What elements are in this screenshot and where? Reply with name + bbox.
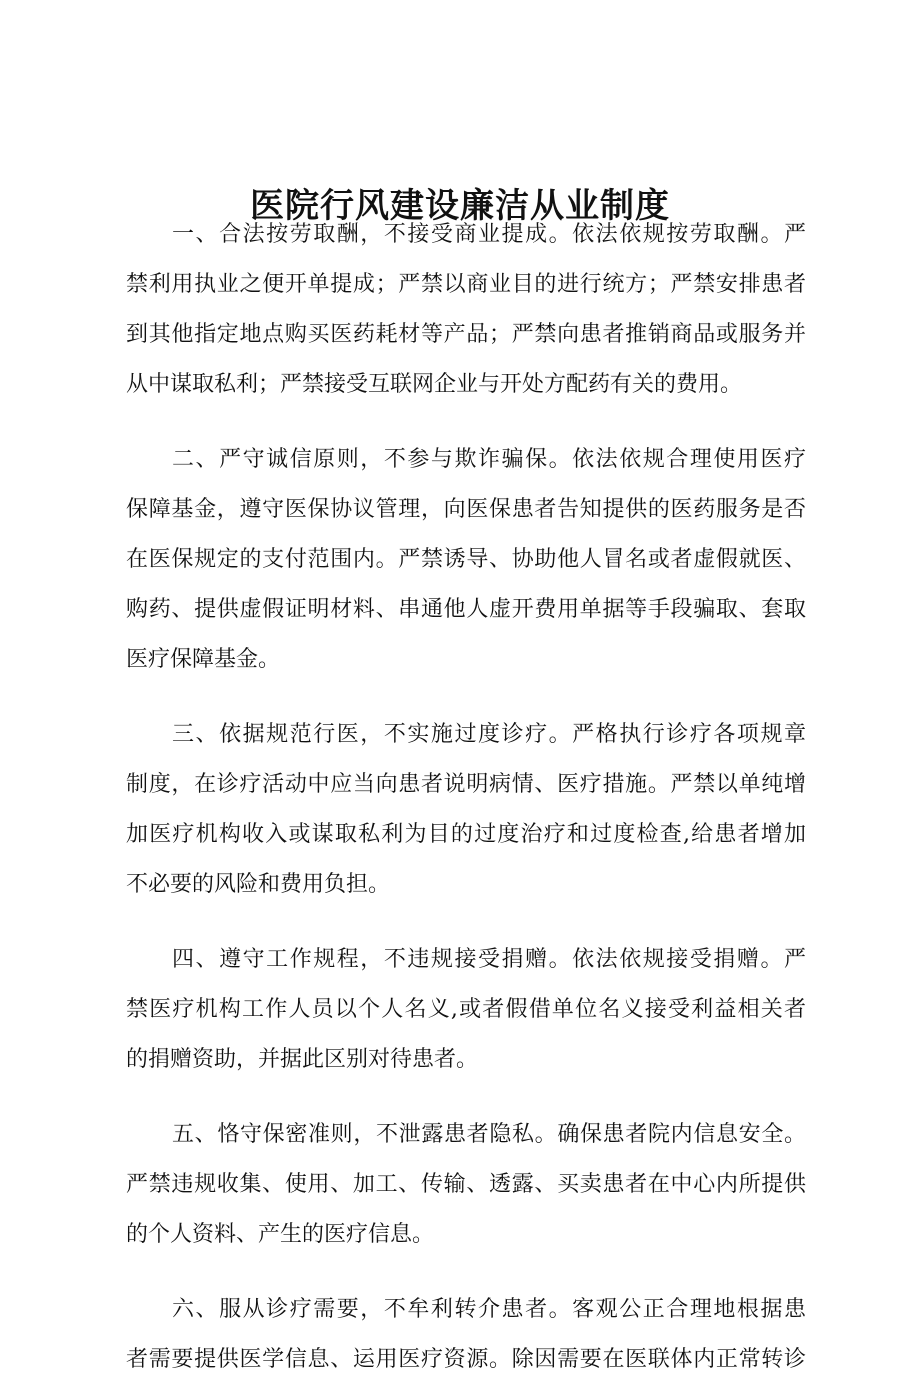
paragraph-line: 加医疗机构收入或谋取私利为目的过度治疗和过度检查,给患者增加 xyxy=(126,822,806,847)
paragraph-line: 禁利用执业之便开单提成；严禁以商业目的进行统方；严禁安排患者 xyxy=(126,272,806,297)
paragraph-line: 一、合法按劳取酬，不接受商业提成。依法依规按劳取酬。严 xyxy=(172,222,806,247)
paragraph-line: 的捐赠资助，并据此区别对待患者。 xyxy=(126,1047,479,1072)
paragraph-line: 四、遵守工作规程，不违规接受捐赠。依法依规接受捐赠。严 xyxy=(172,947,806,972)
paragraph-line: 制度，在诊疗活动中应当向患者说明病情、医疗措施。严禁以单纯增 xyxy=(126,772,806,797)
paragraph-line: 不必要的风险和费用负担。 xyxy=(126,872,391,897)
paragraph-line: 禁医疗机构工作人员以个人名义,或者假借单位名义接受利益相关者 xyxy=(126,997,806,1022)
paragraph-line: 二、严守诚信原则，不参与欺诈骗保。依法依规合理使用医疗 xyxy=(172,447,806,472)
paragraph-line: 六、服从诊疗需要，不牟利转介患者。客观公正合理地根据患 xyxy=(172,1297,806,1322)
paragraph-line: 到其他指定地点购买医药耗材等产品；严禁向患者推销商品或服务并 xyxy=(126,322,806,347)
paragraph-line: 从中谋取私利；严禁接受互联网企业与开处方配药有关的费用。 xyxy=(126,372,743,397)
document-title: 医院行风建设廉洁从业制度 xyxy=(250,185,670,226)
paragraph-line: 五、恪守保密准则，不泄露患者隐私。确保患者院内信息安全。 xyxy=(172,1122,806,1147)
paragraph-line: 者需要提供医学信息、运用医疗资源。除因需要在医联体内正常转诊 xyxy=(126,1347,806,1372)
paragraph-line: 三、依据规范行医，不实施过度诊疗。严格执行诊疗各项规章 xyxy=(172,722,806,747)
paragraph-line: 医疗保障基金。 xyxy=(126,647,281,672)
paragraph-line: 严禁违规收集、使用、加工、传输、透露、买卖患者在中心内所提供 xyxy=(126,1172,806,1197)
paragraph-line: 在医保规定的支付范围内。严禁诱导、协助他人冒名或者虚假就医、 xyxy=(126,547,806,572)
paragraph-line: 保障基金，遵守医保协议管理，向医保患者告知提供的医药服务是否 xyxy=(126,497,806,522)
paragraph-line: 购药、提供虚假证明材料、串通他人虚开费用单据等手段骗取、套取 xyxy=(126,597,806,622)
paragraph-line: 的个人资料、产生的医疗信息。 xyxy=(126,1222,435,1247)
